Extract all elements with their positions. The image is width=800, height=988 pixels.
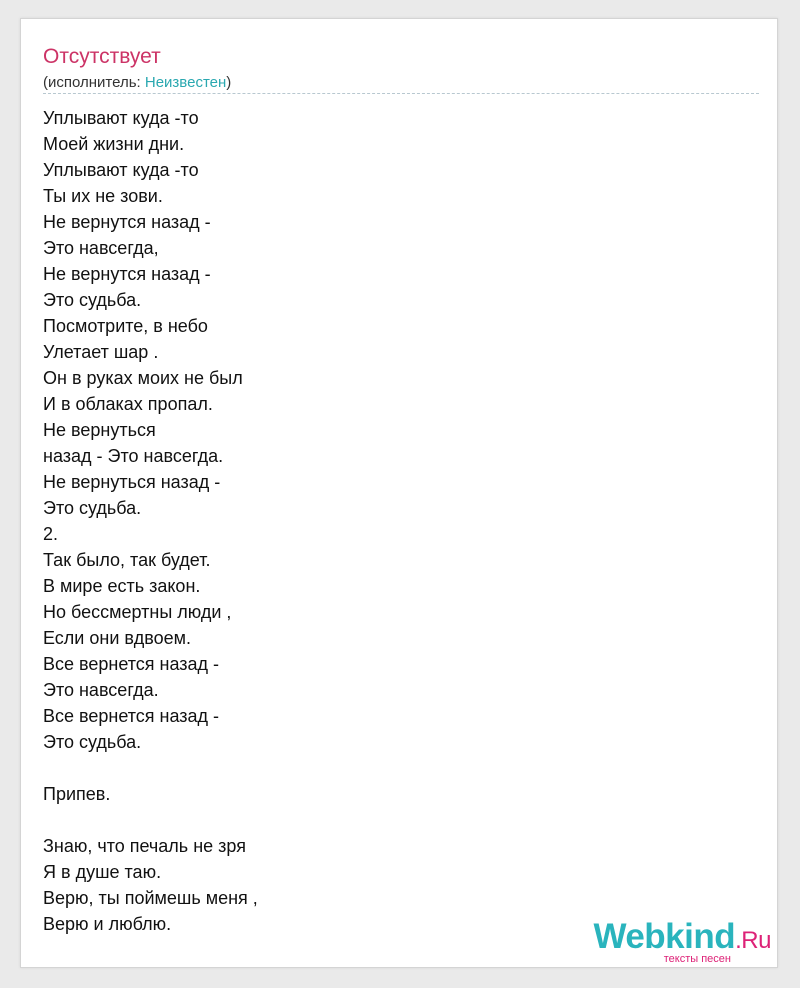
song-title: Отсутствует [43, 45, 161, 68]
lyric-line: Ты их не зови. [43, 186, 163, 206]
lyric-line: Все вернется назад - [43, 654, 220, 674]
lyric-line: Так было, так будет. [43, 550, 211, 570]
lyric-line: Улетает шар . [43, 342, 159, 362]
lyric-line: назад - Это навсегда. [43, 446, 224, 466]
lyrics-text [43, 105, 258, 937]
lyric-line: Верю и люблю. [43, 914, 172, 934]
lyric-line: Это судьба. [43, 290, 142, 310]
lyric-line: Знаю, что печаль не зря [43, 836, 246, 856]
webkind-logo[interactable] [581, 917, 771, 965]
lyric-line: Не вернуться [43, 420, 156, 440]
lyric-line: Верю, ты поймешь меня , [43, 888, 258, 908]
lyric-line: Не вернуться назад - [43, 472, 221, 492]
lyric-blank-line [43, 755, 258, 781]
lyrics-card [20, 18, 778, 968]
logo-name: Webkind [593, 917, 736, 956]
logo-tld: .Ru [735, 927, 771, 954]
lyric-line: Моей жизни дни. [43, 134, 185, 154]
lyric-line: 2. [43, 524, 59, 544]
lyric-line: Все вернется назад - [43, 706, 220, 726]
lyric-line: Это навсегда, [43, 238, 159, 258]
artist-line [43, 73, 231, 93]
lyric-line: Не вернутся назад - [43, 212, 211, 232]
lyric-line: Посмотрите, в небо [43, 316, 208, 336]
lyric-line: И в облаках пропал. [43, 394, 213, 414]
lyric-line: Уплывают куда -то [43, 160, 199, 180]
title-divider [43, 93, 759, 94]
artist-prefix: (исполнитель: [43, 74, 145, 91]
lyric-line: Не вернутся назад - [43, 264, 211, 284]
logo-tagline: тексты песен [663, 953, 731, 965]
lyric-line: Припев. [43, 784, 111, 804]
lyric-line: Это навсегда. [43, 680, 159, 700]
lyric-blank-line [43, 807, 258, 833]
lyric-line: В мире есть закон. [43, 576, 201, 596]
artist-link[interactable]: Неизвестен [144, 74, 227, 91]
lyric-line: Это судьба. [43, 498, 142, 518]
lyric-line: Это судьба. [43, 732, 142, 752]
artist-suffix: ) [226, 74, 232, 91]
lyric-line: Но бессмертны люди , [43, 602, 232, 622]
lyric-line: Уплывают куда -то [43, 108, 199, 128]
lyric-line: Если они вдвоем. [43, 628, 191, 648]
lyric-line: Я в душе таю. [43, 862, 162, 882]
lyric-line: Он в руках моих не был [43, 368, 243, 388]
